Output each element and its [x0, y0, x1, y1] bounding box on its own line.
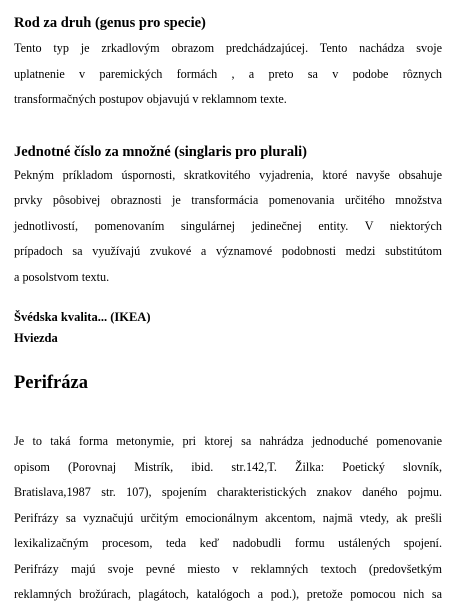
- text-line: Perifrázy majú svoje pevné miesto v reklamných textoch (predovšetkým: [14, 561, 442, 576]
- text-line: Perifrázy sa vyznačujú určitým emocionálnym akcentom, najmä vtedy, ak prešli: [14, 510, 442, 525]
- text-line: uplatnenie v paremických formách , a preto sa v podobe rôznych: [14, 66, 442, 81]
- text-line: jednotlivostí, pomenovaním singulárnej jedinečnej entity. V niektorých: [14, 218, 442, 233]
- section-heading-jednotne-cislo: Jednotné číslo za množné (singlaris pro plurali): [14, 143, 307, 160]
- paragraph-jednotne-cislo: [14, 163, 442, 291]
- text-line: opisom (Porovnaj Mistrík, ibid. str.142,T. Žilka: Poetický slovník,: [14, 459, 442, 474]
- text-line: Tento typ je zrkadlovým obrazom predchádzajúcej. Tento nachádza svoje: [14, 41, 442, 55]
- text-line: lexikalizačným procesom, teda keď nadobudli formu ustálených spojení.: [14, 536, 442, 550]
- text-line: a posolstvom textu.: [14, 269, 110, 284]
- text-line: Je to taká forma metonymie, pri ktorej sa nahrádza jednoduché pomenovanie: [14, 434, 442, 448]
- text-line: reklamných brožúrach, plagátoch, katalógoch a pod.), pretože pomocou nich sa: [14, 587, 442, 601]
- paragraph-rod-za-druh: [14, 36, 442, 113]
- text-line: prvky pôsobivej obraznosti je transformácia pomenovania určitého množstva: [14, 193, 442, 207]
- document-page: [14, 14, 442, 608]
- section-heading-perifraza: Perifráza: [14, 373, 88, 393]
- paragraph-perifraza: [14, 429, 442, 608]
- example-hviezda: Hviezda: [14, 331, 58, 345]
- text-line: Bratislava,1987 str. 107), spojením charakteristických znakov daného pojmu.: [14, 485, 442, 499]
- section-heading-rod-za-druh: Rod za druh (genus pro specie): [14, 15, 206, 31]
- text-line: transformačných postupov objavujú v reklamnom texte.: [14, 92, 287, 106]
- text-line: Pekným príkladom úspornosti, skratkovitého vyjadrenia, ktoré navyše obsahuje: [14, 167, 442, 182]
- text-line: prípadoch sa využívajú zvukové a významové podobnosti medzi substitútom: [14, 244, 442, 258]
- example-ikea: Švédska kvalita... (IKEA): [14, 310, 151, 324]
